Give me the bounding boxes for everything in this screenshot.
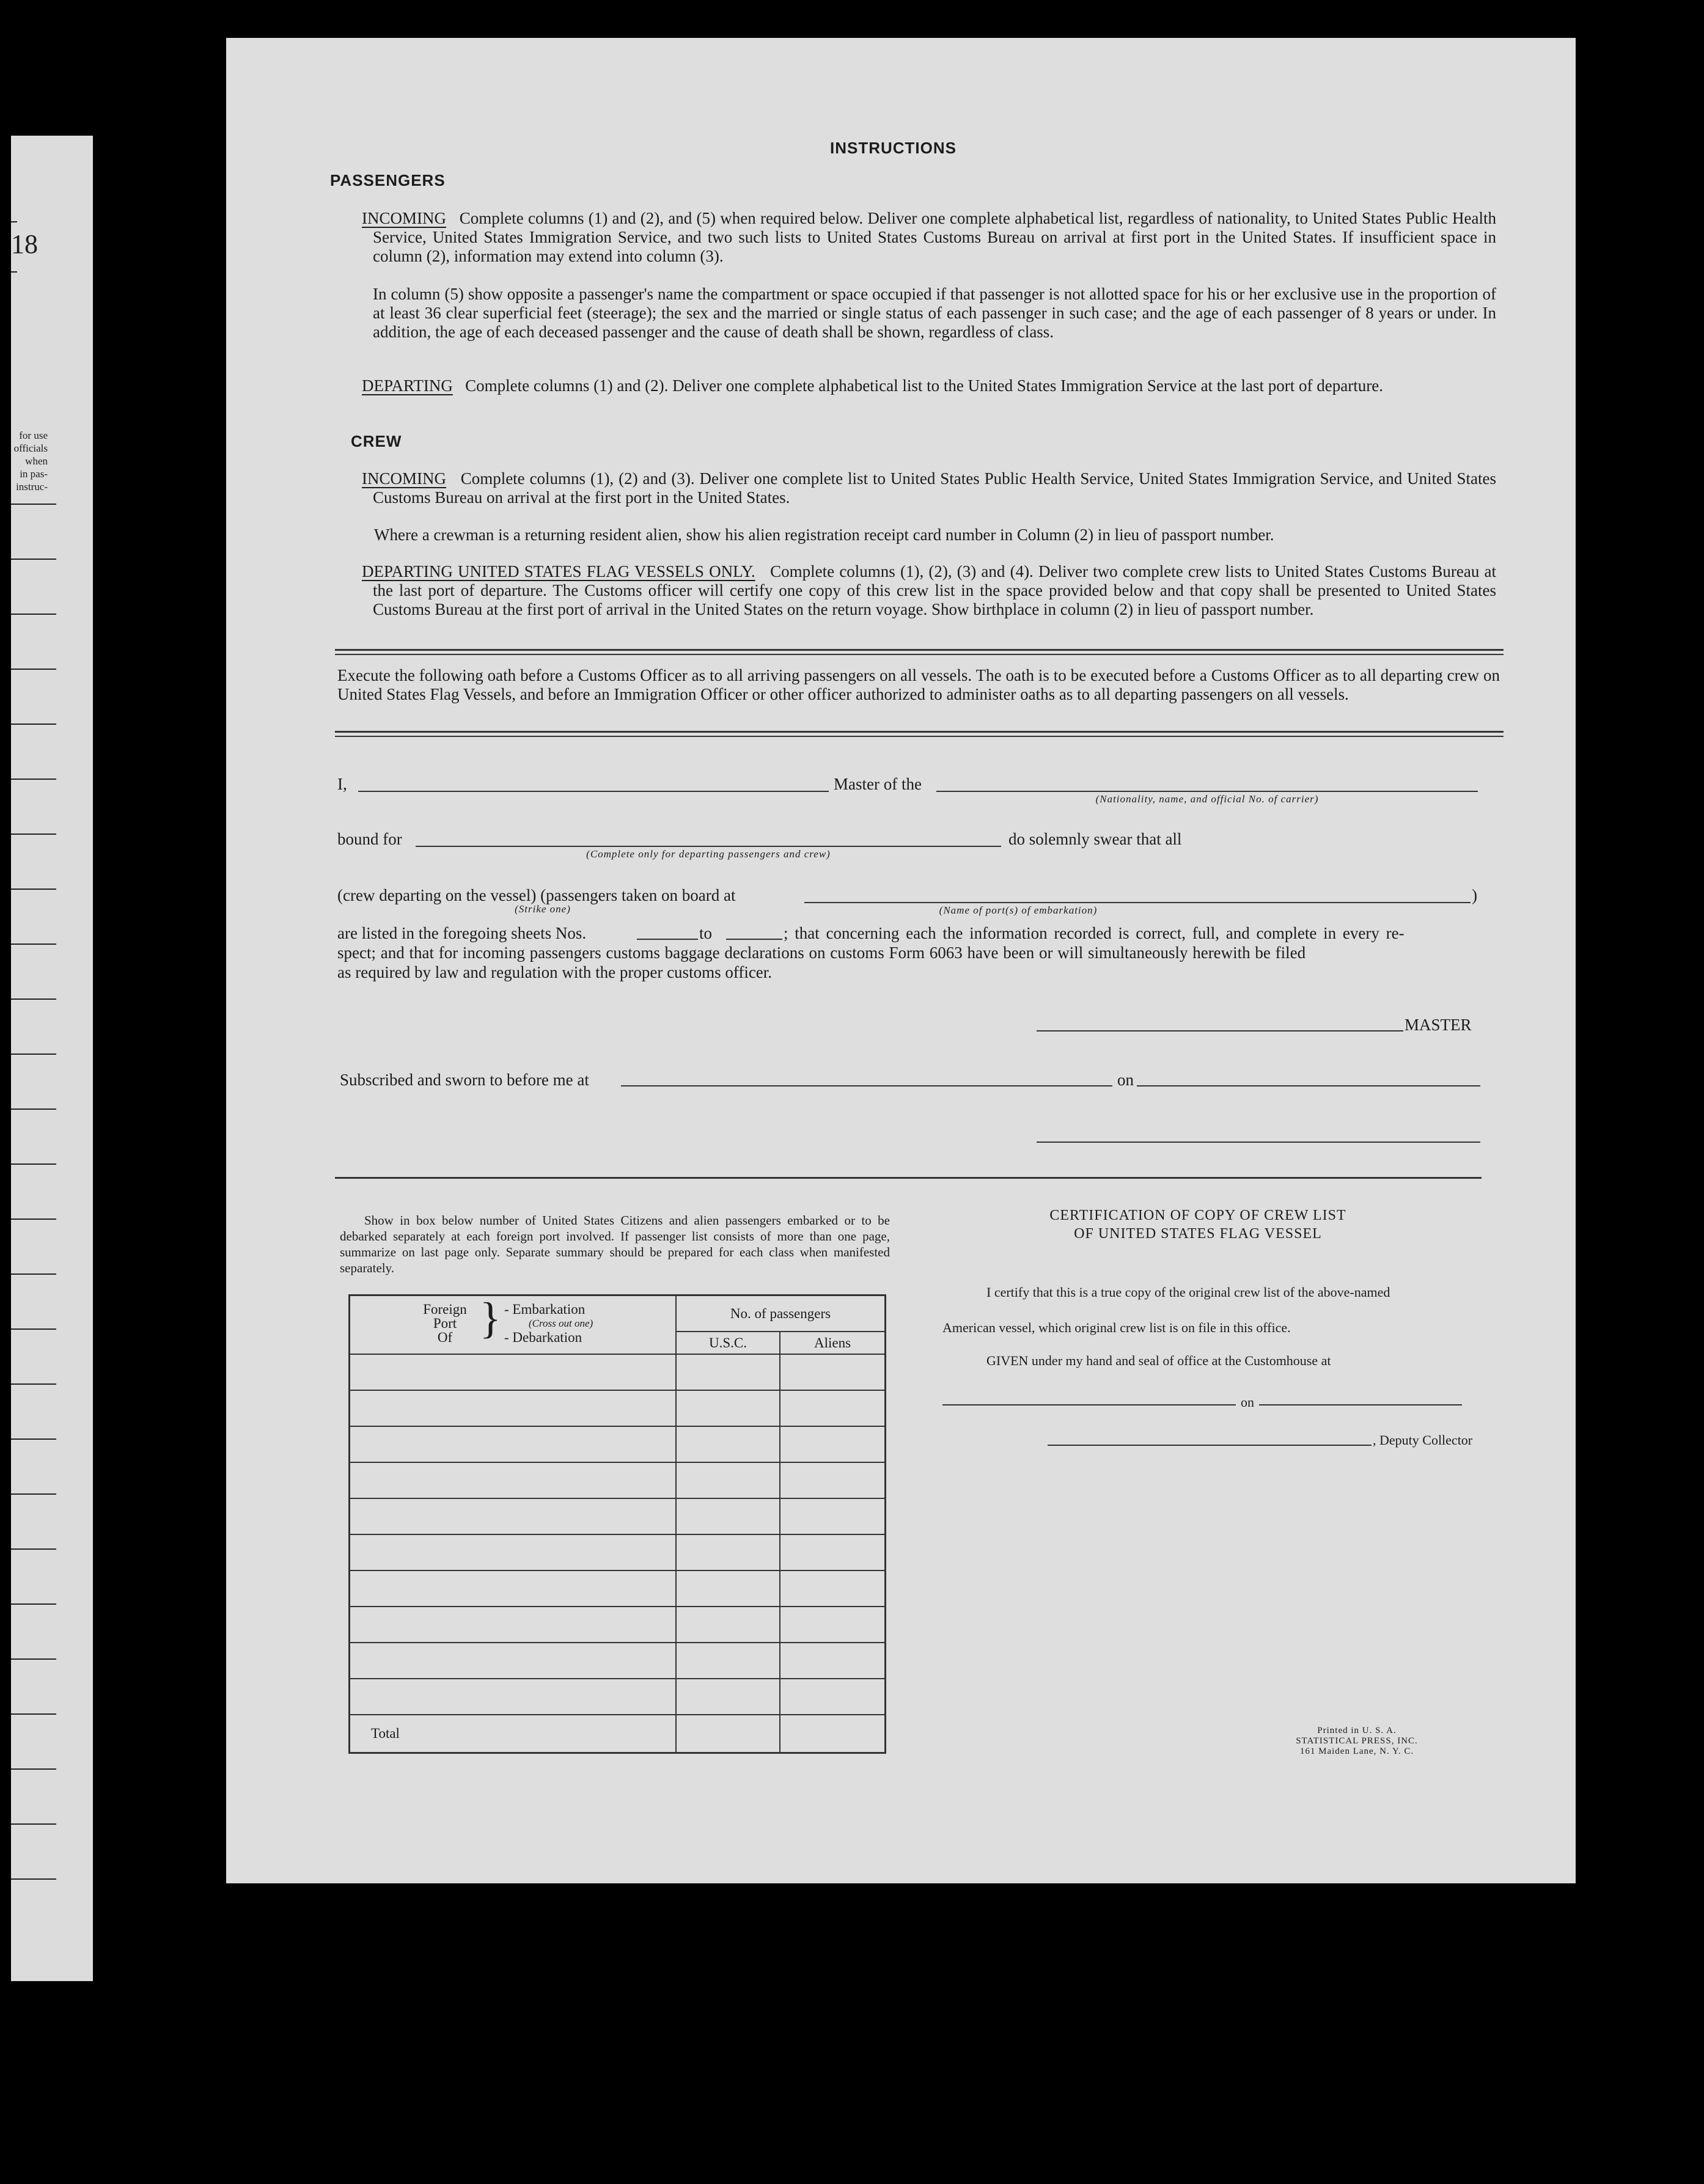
port-cell[interactable] xyxy=(350,1570,677,1607)
strip-rule xyxy=(11,1383,56,1385)
swear-text: do solemnly swear that all xyxy=(1008,830,1182,848)
strip-rule xyxy=(11,1878,56,1880)
cert-on-label: on xyxy=(1236,1394,1259,1410)
total-usc-cell[interactable] xyxy=(676,1715,780,1753)
port-cell[interactable] xyxy=(350,1607,677,1643)
oath-i-label: I, xyxy=(337,775,347,793)
table-row xyxy=(350,1498,886,1534)
passengers-heading: PASSENGERS xyxy=(330,171,446,189)
certification-title: CERTIFICATION OF COPY OF CREW LIST OF UNITED STATES FLAG VESSEL xyxy=(1049,1207,1346,1242)
strip-rule xyxy=(11,1823,56,1825)
table-row xyxy=(350,1570,886,1607)
master-of-label: Master of the xyxy=(834,775,922,793)
incoming-label: INCOMING xyxy=(362,469,446,488)
embarkation-ports-field[interactable] xyxy=(804,902,1471,903)
usc-cell[interactable] xyxy=(676,1462,780,1498)
strip-rule xyxy=(11,1328,56,1330)
port-cell[interactable] xyxy=(350,1534,677,1570)
aliens-cell[interactable] xyxy=(780,1426,886,1462)
usc-header: U.S.C. xyxy=(676,1332,780,1354)
strip-rule xyxy=(11,1438,56,1440)
oath-instructions: Execute the following oath before a Customs Officer as to all arriving passengers on all vessels. The oath is to be executed before a Customs Officer as to all departing crew on United States Flag Vessels, and before an Immigration Officer or other officer authorized to administer oaths as to all departing passengers on all vessels. xyxy=(337,666,1500,703)
aliens-cell[interactable] xyxy=(780,1498,886,1534)
total-label: Total xyxy=(350,1715,677,1753)
column5-paragraph: In column (5) show opposite a passenger's name the compartment or space occupied if that passenger is not allotted space for his or her exclusive use in the proportion of at least 36 clear superficial feet (steerage); the sex and the married or single status of each passenger in such case; and the age of each passenger of 8 years or under. In addition, the age of each deceased passenger and the cause of death shall be shown, regardless of class. xyxy=(373,285,1496,341)
divider xyxy=(335,731,1504,733)
passengers-departing-paragraph: DEPARTING Complete columns (1) and (2). Deliver one complete alphabetical list to the United States Immigration Service at the last port of departure. xyxy=(362,376,1383,395)
sworn-place-field[interactable] xyxy=(621,1085,1112,1087)
incoming-label: INCOMING xyxy=(362,209,446,227)
strip-rule xyxy=(11,1054,56,1055)
strip-rule xyxy=(11,1218,56,1220)
bound-for-caption: (Complete only for departing passengers and crew) xyxy=(586,848,831,860)
strip-rule xyxy=(11,504,56,505)
listed-text-line2: spect; and that for incoming passengers customs baggage declarations on customs Form 6063 have been or will simultaneously herewith be filed xyxy=(337,944,1306,962)
strip-rule xyxy=(11,669,56,670)
rule xyxy=(11,221,17,222)
sheet-from-field[interactable] xyxy=(637,939,698,940)
crew-departing-paragraph: DEPARTING UNITED STATES FLAG VESSELS ONLY. Complete columns (1), (2), (3) and (4). Deliver two complete crew lists to United States Customs Bureau at the last port of departure. The Customs officer will certify one copy of this crew list in the space provided below and that copy shall be presented to United States Customs Bureau at the first port of arrival in the United States on the return voyage. Show birthplace in column (2) in lieu of passport number. xyxy=(362,562,1497,618)
usc-cell[interactable] xyxy=(676,1534,780,1570)
aliens-cell[interactable] xyxy=(780,1462,886,1498)
strip-rule xyxy=(11,1163,56,1165)
instructions-title: INSTRUCTIONS xyxy=(830,139,957,157)
customhouse-field[interactable] xyxy=(942,1404,1462,1405)
table-row xyxy=(350,1390,886,1426)
bound-for-label: bound for xyxy=(337,830,402,848)
usc-cell[interactable] xyxy=(676,1570,780,1607)
page-number-fragment: 18 xyxy=(11,229,38,259)
port-cell[interactable] xyxy=(350,1354,677,1390)
usc-cell[interactable] xyxy=(676,1390,780,1426)
deputy-collector-label: , Deputy Collector xyxy=(1373,1432,1473,1448)
cross-out-caption: (Cross out one) xyxy=(529,1317,593,1329)
departing-label: DEPARTING xyxy=(362,376,453,395)
strip-rule xyxy=(11,1493,56,1495)
table-row xyxy=(350,1426,886,1462)
on-label: on xyxy=(1117,1071,1134,1089)
table-row xyxy=(350,1643,886,1679)
aliens-cell[interactable] xyxy=(780,1643,886,1679)
port-header-cell xyxy=(350,1295,677,1355)
summary-instructions: Show in box below number of United States Citizens and alien passengers embarked or to be debarked separately at each foreign port involved. If passenger list consists of more than one page, summarize on last page only. Separate summary should be prepared for each class when manifested separately. xyxy=(340,1213,890,1275)
master-name-field[interactable] xyxy=(358,791,829,792)
strip-rule xyxy=(11,614,56,615)
aliens-cell[interactable] xyxy=(780,1570,886,1607)
passenger-summary-table xyxy=(348,1294,886,1754)
strip-rule xyxy=(11,889,56,890)
port-cell[interactable] xyxy=(350,1643,677,1679)
strip-rule xyxy=(11,999,56,1000)
usc-cell[interactable] xyxy=(676,1498,780,1534)
aliens-header: Aliens xyxy=(780,1332,886,1354)
divider xyxy=(335,649,1504,651)
strip-rule xyxy=(11,1603,56,1605)
table-row xyxy=(350,1354,886,1390)
given-text: GIVEN under my hand and seal of office at the Customhouse at xyxy=(986,1353,1331,1368)
passengers-count-header: No. of passengers xyxy=(676,1295,886,1332)
debarkation-option[interactable]: - Debarkation xyxy=(504,1330,582,1345)
officer-signature-field[interactable] xyxy=(1037,1141,1480,1143)
total-aliens-cell[interactable] xyxy=(780,1715,886,1753)
aliens-cell[interactable] xyxy=(780,1354,886,1390)
port-cell[interactable] xyxy=(350,1679,677,1715)
port-cell[interactable] xyxy=(350,1426,677,1462)
listed-text: are listed in the foregoing sheets Nos. xyxy=(337,924,587,942)
crew-departing-option[interactable]: (crew departing on the vessel) (passengers taken on board at xyxy=(337,886,736,904)
aliens-cell[interactable] xyxy=(780,1390,886,1426)
divider xyxy=(335,736,1504,737)
sheet-to-field[interactable] xyxy=(726,939,782,940)
strip-rule xyxy=(11,1548,56,1550)
ports-caption: (Name of port(s) of embarkation) xyxy=(939,904,1098,916)
listed-text-continued: ; that concerning each the information recorded is correct, full, and complete in every re- xyxy=(784,924,1405,942)
form-page xyxy=(226,38,1576,1883)
crew-incoming-paragraph: INCOMING Complete columns (1), (2) and (3). Deliver one complete list to United States Public Health Service, United States Immigration Service, and United States Customs Bureau on arrival at the first port in the United States. xyxy=(362,469,1497,507)
port-cell[interactable] xyxy=(350,1462,677,1498)
passengers-incoming-paragraph: INCOMING Complete columns (1) and (2), and (5) when required below. Deliver one complete alphabetical list, regardless of nationality, to United States Public Health Service, United States Immigration Service, and two such lists to United States Customs Bureau on arrival at first port in the United States. If insufficient space in column (2), information may extend into column (3). xyxy=(362,209,1496,265)
strip-rule xyxy=(11,1658,56,1660)
table-row xyxy=(350,1462,886,1498)
departing-flag-label: DEPARTING UNITED STATES FLAG VESSELS ONLY. xyxy=(362,562,755,581)
brace-icon: } xyxy=(480,1294,501,1343)
usc-cell[interactable] xyxy=(676,1643,780,1679)
aliens-cell[interactable] xyxy=(780,1607,886,1643)
foreign-port-label: Foreign Port Of xyxy=(423,1302,467,1345)
close-paren: ) xyxy=(1472,886,1477,904)
strip-rule xyxy=(11,1768,56,1770)
usc-cell[interactable] xyxy=(676,1607,780,1643)
rule xyxy=(11,271,17,273)
usc-cell[interactable] xyxy=(676,1679,780,1715)
listed-to: to xyxy=(699,924,713,942)
master-label: MASTER xyxy=(1405,1016,1472,1034)
deputy-collector-field[interactable] xyxy=(1048,1445,1372,1446)
certify-text-1: I certify that this is a true copy of the original crew list of the above-named xyxy=(986,1284,1390,1300)
master-signature-field[interactable] xyxy=(1037,1030,1403,1032)
strip-rule xyxy=(11,779,56,780)
strip-rule xyxy=(11,944,56,945)
crew-heading: CREW xyxy=(351,432,402,450)
strip-rule xyxy=(11,1108,56,1110)
table-row xyxy=(350,1679,886,1715)
strike-one-caption: (Strike one) xyxy=(515,903,571,915)
listed-text-line3: as required by law and regulation with the proper customs officer. xyxy=(337,963,773,981)
usc-cell[interactable] xyxy=(676,1354,780,1390)
strip-rule xyxy=(11,834,56,835)
certify-text-2: American vessel, which original crew list is on file in this office. xyxy=(942,1320,1291,1335)
bound-for-field[interactable] xyxy=(416,846,1001,847)
strip-rule xyxy=(11,559,56,560)
table-row xyxy=(350,1534,886,1570)
carrier-field[interactable] xyxy=(936,791,1478,792)
divider xyxy=(335,654,1504,655)
crew-alien-paragraph: Where a crewman is a returning resident alien, show his alien registration receipt card number in Column (2) in lieu of passport number. xyxy=(374,526,1274,544)
carrier-caption: (Nationality, name, and official No. of carrier) xyxy=(1095,793,1319,805)
strip-rule xyxy=(11,1713,56,1715)
snippet-text: for use officials when in pas- instruc- xyxy=(13,430,48,493)
subscribed-label: Subscribed and sworn to before me at xyxy=(340,1071,589,1089)
sworn-date-field[interactable] xyxy=(1137,1085,1480,1087)
strip-rule xyxy=(11,1273,56,1275)
port-cell[interactable] xyxy=(350,1498,677,1534)
embarkation-option[interactable]: - Embarkation xyxy=(504,1302,586,1317)
table-row xyxy=(350,1607,886,1643)
printer-imprint: Printed in U. S. A. STATISTICAL PRESS, INC. 161 Maiden Lane, N. Y. C. xyxy=(1296,1726,1418,1756)
strip-rule xyxy=(11,724,56,725)
divider xyxy=(335,1177,1482,1179)
aliens-cell[interactable] xyxy=(780,1534,886,1570)
usc-cell[interactable] xyxy=(676,1426,780,1462)
port-cell[interactable] xyxy=(350,1390,677,1426)
aliens-cell[interactable] xyxy=(780,1679,886,1715)
adjacent-page-strip xyxy=(11,136,93,1981)
